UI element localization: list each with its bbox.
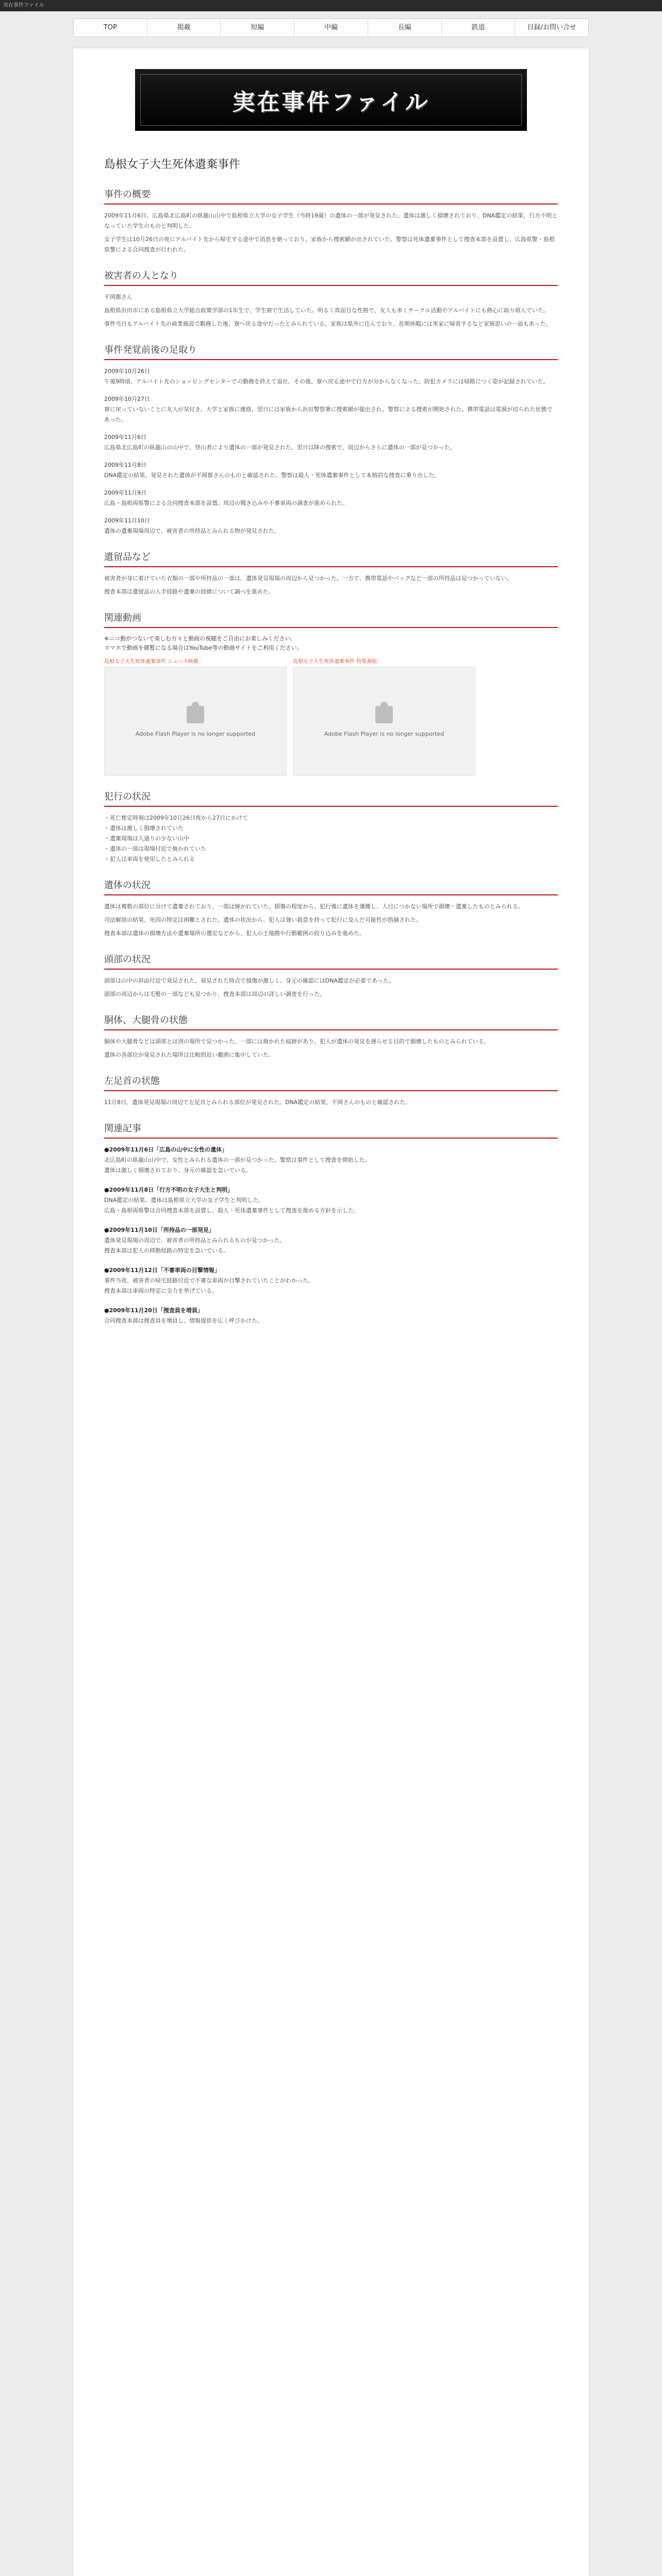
banner-title: 実在事件ファイル xyxy=(232,89,430,115)
nav-top[interactable]: TOP xyxy=(74,19,147,37)
news-headline: ●2009年11月6日「広島の山中に女性の遺体」 xyxy=(104,1146,228,1153)
feet-paragraph: 11月8日、遺体発見現場の周辺で左足首とみられる部位が発見された。DNA鑑定の結果、平岡さんのものと確認された。 xyxy=(104,1099,411,1106)
news-item xyxy=(104,1306,558,1326)
torso-paragraph: 遺体の各部位が発見された場所は比較的近い範囲に集中していた。 xyxy=(104,1052,274,1058)
news-line: 捜査本部は車両の特定に全力を挙げている。 xyxy=(104,1287,218,1294)
section-heading-feet: 左足首の状態 xyxy=(104,1074,558,1091)
section-heading-videos: 関連動画 xyxy=(104,611,558,628)
news-item xyxy=(104,1265,558,1296)
nav-short[interactable]: 短編 xyxy=(221,19,294,37)
timeline-text: 午後9時頃、アルバイト先のショッピングセンターでの勤務を終えて退社。その後、寮へ戻る途中で行方が分からなくなった。防犯カメラには帰路につく姿が記録されていた。 xyxy=(104,378,549,385)
head-paragraph: 頭部の周辺からは毛髪の一部なども見つかり、捜査本部は周辺の詳しい調査を行った。 xyxy=(104,991,325,997)
videos-note-line: ※ニコ動がつないで楽しむ方々と動画の視聴をご自由にお楽しみください。 xyxy=(104,635,296,642)
timeline-date: 2009年10月26日 xyxy=(104,368,150,375)
timeline-date: 2009年11月8日 xyxy=(104,462,146,468)
items-paragraph: 捜査本部は遺留品の入手経路や遺棄の経緯について調べを進めた。 xyxy=(104,588,274,595)
timeline-text: 広島県北広島町の臥龍山の山中で、登山者により遺体の一部が発見された。翌日以降の捜索で、周辺からさらに遺体の一部が見つかった。 xyxy=(104,444,456,451)
timeline-entry xyxy=(104,366,558,387)
video-link[interactable]: 島根女子大生死体遺棄事件 特集番組 xyxy=(293,659,377,665)
video-embed xyxy=(293,657,475,776)
videos-note xyxy=(104,634,558,653)
news-headline: ●2009年11月20日「捜査員を増員」 xyxy=(104,1307,203,1314)
section-heading-crime: 犯行の状況 xyxy=(104,789,558,807)
section-heading-overview: 事件の概要 xyxy=(104,187,558,205)
video-link[interactable]: 島根女子大生死体遺棄事件 ニュース映像 xyxy=(104,659,198,665)
news-line: 事件当夜、被害者の帰宅経路付近で不審な車両が目撃されていたことがわかった。 xyxy=(104,1277,314,1284)
section-heading-torso: 胴体、大腿骨の状態 xyxy=(104,1013,558,1030)
news-line: 広島・島根両県警は合同捜査本部を設置し、殺人・死体遺棄事件として捜査を進める方針を示した。 xyxy=(104,1207,359,1214)
crime-bullet: ・遺体の一部は現場付近で焼かれていた xyxy=(104,845,206,852)
timeline-entry xyxy=(104,516,558,536)
items-paragraph: 被害者が身に着けていた衣類の一部や所持品の一部は、遺体発見現場の周辺から見つかった。一方で、携帯電話やバッグなど一部の所持品は見つかっていない。 xyxy=(104,575,512,582)
victim-paragraph: 島根県浜田市にある島根県立大学総合政策学部の1年生で、学生寮で生活していた。明るく真面目な性格で、友人も多くサークル活動やアルバイトにも熱心に取り組んでいた。 xyxy=(104,307,550,314)
news-item xyxy=(104,1185,558,1216)
timeline-entry xyxy=(104,460,558,481)
plugin-puzzle-icon xyxy=(375,706,393,723)
timeline-date: 2009年10月27日 xyxy=(104,396,150,402)
news-item xyxy=(104,1225,558,1256)
timeline-text: 寮に戻っていないことに友人が気付き、大学と家族に連絡。翌日には家族から浜田警察署に捜索願が提出され、警察による捜索が開始された。携帯電話は電源が切られた状態であった。 xyxy=(104,406,553,423)
news-headline: ●2009年11月12日「不審車両の目撃情報」 xyxy=(104,1267,220,1274)
timeline-entry xyxy=(104,488,558,509)
article-page xyxy=(73,48,589,2576)
head-paragraph: 頭部は山中の斜面付近で発見された。発見された時点で損傷が激しく、身元の確認にはDNA鑑定が必要であった。 xyxy=(104,977,394,984)
main-navigation xyxy=(73,19,589,37)
section-heading-items: 遺留品など xyxy=(104,550,558,567)
news-line: 遺体は激しく損壊されており、身元の確認を急いでいる。 xyxy=(104,1167,252,1174)
video-player[interactable] xyxy=(293,667,475,776)
overview-paragraph: 女子学生は10月26日の夜にアルバイト先から帰宅する途中で消息を絶っており、家族から捜索願が出されていた。警察は死体遺棄事件として捜査本部を設置し、広島県警・島根県警による合同捜査が行われた。 xyxy=(104,236,555,253)
timeline-date: 2009年11月6日 xyxy=(104,434,146,440)
top-strip xyxy=(0,0,662,11)
body-paragraph: 遺体は複数の部位に分けて遺棄されており、一部は焼かれていた。損傷の程度から、犯行後に遺体を運搬し、人目につかない場所で損壊・遺棄したものとみられる。 xyxy=(104,903,524,910)
news-line: 捜査本部は犯人の移動経路の特定を急いでいる。 xyxy=(104,1247,229,1254)
crime-bullet: ・遺体は激しく損壊されていた xyxy=(104,825,184,832)
body-paragraph: 捜査本部は遺体の損壊方法や遺棄場所の選定などから、犯人の土地勘や行動範囲の絞り込みを進めた。 xyxy=(104,930,365,937)
news-item xyxy=(104,1145,558,1176)
videos-note-line: スマホで動画を御覧になる場合はYouTube等の動画サイトをご利用ください。 xyxy=(104,645,303,651)
body-paragraph: 司法解剖の結果、死因の特定は困難とされた。遺体の状況から、犯人は強い殺意を持って犯行に及んだ可能性が指摘された。 xyxy=(104,917,422,923)
article-title: 島根女子大生死体遺棄事件 xyxy=(104,158,241,171)
crime-bullet-list xyxy=(104,813,558,865)
news-line: 北広島町の臥龍山山中で、女性とみられる遺体の一部が見つかった。警察は事件として捜査を開始した。 xyxy=(104,1157,371,1163)
news-headline: ●2009年11月8日「行方不明の女子大生と判明」 xyxy=(104,1187,234,1193)
overview-paragraph: 2009年11月6日、広島県北広島町の臥龍山山中で島根県立大学の女子学生（当時19歳）の遺体の一部が発見された。遺体は激しく損壊されており、DNA鑑定の結果、行方不明となっていた学生のものと判明した。 xyxy=(104,212,558,229)
flash-message: Adobe Flash Player is no longer supported xyxy=(324,730,444,737)
torso-paragraph: 胴体や大腿骨などは頭部とは別の場所で見つかった。一部には焼かれた痕跡があり、犯人が遺体の発見を遅らせる目的で損壊したものとみられている。 xyxy=(104,1038,490,1045)
news-headline: ●2009年11月10日「所持品の一部発見」 xyxy=(104,1227,214,1233)
crime-bullet: ・死亡推定時刻は2009年10月26日夜から27日にかけて xyxy=(104,815,248,821)
news-line: 遺体発見現場の周辺で、被害者の所持品とみられるものが見つかった。 xyxy=(104,1237,286,1244)
flash-message: Adobe Flash Player is no longer supported xyxy=(135,730,256,737)
timeline-text: 遺体の遺棄現場周辺で、被害者の所持品とみられる物が発見された。 xyxy=(104,528,280,534)
topbar-text: 実在事件ファイル xyxy=(3,3,44,8)
timeline-entry xyxy=(104,432,558,453)
crime-bullet: ・遺棄現場は人通りの少ない山中 xyxy=(104,835,189,842)
video-embed xyxy=(104,657,287,776)
news-line: DNA鑑定の結果、遺体は島根県立大学の女子学生と判明した。 xyxy=(104,1197,264,1204)
crime-bullet: ・犯人は車両を使用したとみられる xyxy=(104,856,195,862)
news-line: 合同捜査本部は捜査員を増員し、情報提供を広く呼びかけた。 xyxy=(104,1317,263,1324)
victim-paragraph: 事件当日もアルバイト先の商業施設で勤務した後、寮へ戻る途中だったとみられている。家族は県外に住んでおり、長期休暇には実家に帰省するなど家族思いの一面もあった。 xyxy=(104,320,552,327)
timeline-text: DNA鑑定の結果、発見された遺体が平岡都さんのものと確認された。警察は殺人・死体遺棄事件として本格的な捜査に乗り出した。 xyxy=(104,472,440,479)
plugin-puzzle-icon xyxy=(187,706,204,723)
video-row xyxy=(104,657,558,776)
section-heading-timeline: 事件発覚前後の足取り xyxy=(104,343,558,360)
timeline-date: 2009年11月9日 xyxy=(104,489,146,496)
section-heading-head: 頭部の状況 xyxy=(104,952,558,970)
navigation-wrapper xyxy=(73,19,589,37)
section-heading-news: 関連記事 xyxy=(104,1121,558,1139)
nav-listing[interactable]: 掲載 xyxy=(147,19,221,37)
nav-railway[interactable]: 鉄道 xyxy=(442,19,516,37)
video-player[interactable] xyxy=(104,667,287,776)
victim-paragraph: 平岡都さん xyxy=(104,294,133,300)
nav-long[interactable]: 長編 xyxy=(368,19,442,37)
news-list xyxy=(104,1145,558,1326)
timeline-date: 2009年11月10日 xyxy=(104,517,150,524)
timeline-text: 広島・島根両県警による合同捜査本部を設置。周辺の聞き込みや不審車両の調査が進められた。 xyxy=(104,500,348,506)
section-heading-victim: 被害者の人となり xyxy=(104,268,558,286)
timeline-entry xyxy=(104,394,558,425)
section-heading-body: 遺体の状況 xyxy=(104,878,558,895)
timeline-list xyxy=(104,366,558,536)
nav-medium[interactable]: 中編 xyxy=(294,19,368,37)
site-banner[interactable] xyxy=(135,69,527,131)
nav-contact[interactable]: 目録/お問い合せ xyxy=(527,24,576,31)
